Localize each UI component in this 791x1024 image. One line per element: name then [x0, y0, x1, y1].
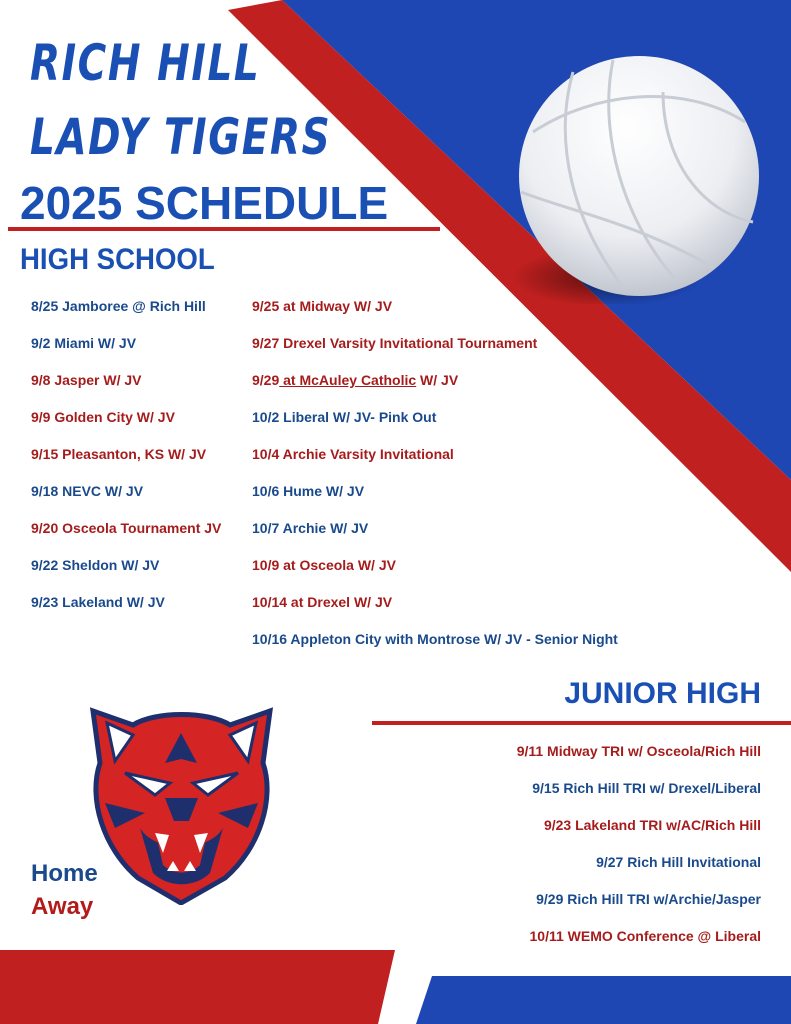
hs-game-row: 9/18 NEVC W/ JV: [31, 483, 144, 499]
hs-game-opponent-link[interactable]: at McAuley Catholic: [279, 372, 417, 388]
hs-game-row: 9/20 Osceola Tournament JV: [31, 520, 222, 536]
bottom-blue-bar: [416, 976, 791, 1024]
hs-game-row: 10/4 Archie Varsity Invitational: [252, 446, 454, 462]
title-line-1: RICH HILL: [30, 34, 261, 92]
tiger-mascot-logo: [85, 703, 278, 905]
volleyball-image: [513, 52, 765, 304]
hs-game-row: 9/15 Pleasanton, KS W/ JV: [31, 446, 207, 462]
hs-game-row: 9/8 Jasper W/ JV: [31, 372, 142, 388]
hs-game-row: 8/25 Jamboree @ Rich Hill: [31, 298, 206, 314]
jh-game-row: 9/29 Rich Hill TRI w/Archie/Jasper: [536, 891, 761, 907]
jh-game-row: 9/11 Midway TRI w/ Osceola/Rich Hill: [516, 743, 761, 759]
hs-game-row: 10/7 Archie W/ JV: [252, 520, 369, 536]
hs-game-row: 10/16 Appleton City with Montrose W/ JV - Senior Night: [252, 631, 618, 647]
hs-game-row: 9/9 Golden City W/ JV: [31, 409, 175, 425]
hs-game-date: 9/29: [252, 372, 280, 388]
schedule-title: 2025 SCHEDULE: [20, 177, 389, 229]
hs-game-row: 10/9 at Osceola W/ JV: [252, 557, 396, 573]
hs-game-row: 9/27 Drexel Varsity Invitational Tournament: [252, 335, 538, 351]
junior-high-heading: JUNIOR HIGH: [564, 677, 761, 710]
hs-game-jv-note: W/ JV: [416, 372, 459, 388]
legend-away: Away: [31, 893, 94, 920]
hs-game-row: [252, 372, 458, 388]
hs-game-row: 10/2 Liberal W/ JV- Pink Out: [252, 409, 437, 425]
hs-game-row: 9/25 at Midway W/ JV: [252, 298, 393, 314]
jh-game-row: 10/11 WEMO Conference @ Liberal: [529, 928, 761, 944]
hs-game-row: 10/6 Hume W/ JV: [252, 483, 365, 499]
hs-game-row: 9/2 Miami W/ JV: [31, 335, 137, 351]
high-school-heading: HIGH SCHOOL: [20, 243, 215, 276]
hs-game-row: 10/14 at Drexel W/ JV: [252, 594, 393, 610]
jh-game-row: 9/15 Rich Hill TRI w/ Drexel/Liberal: [532, 780, 761, 796]
hs-game-row: 9/22 Sheldon W/ JV: [31, 557, 160, 573]
bottom-red-bar: [0, 950, 395, 1024]
jh-game-row: 9/23 Lakeland TRI w/AC/Rich Hill: [543, 817, 761, 833]
jh-game-row: 9/27 Rich Hill Invitational: [596, 854, 761, 870]
legend-home: Home: [31, 860, 98, 887]
hs-game-row: 9/23 Lakeland W/ JV: [31, 594, 165, 610]
title-line-2: LADY TIGERS: [30, 108, 332, 166]
